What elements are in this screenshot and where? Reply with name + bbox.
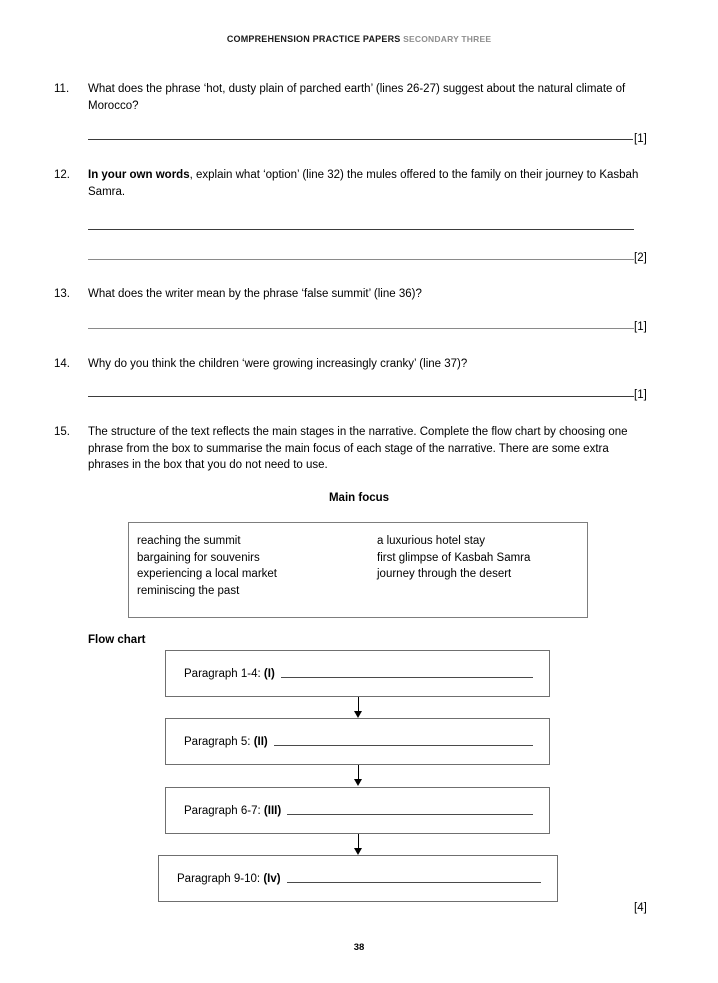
flow-chart-label: Flow chart: [88, 634, 146, 646]
question-14-body: Why do you think the children ‘were growing increasingly cranky’ (line 37)?: [88, 358, 468, 370]
question-12-text: [88, 167, 654, 200]
phrase-option[interactable]: first glimpse of Kasbah Samra: [377, 551, 531, 564]
flow-chart-box-1: [165, 650, 550, 697]
flow-box-4-prefix: Paragraph 9-10:: [177, 872, 264, 885]
flow-box-3-content: [184, 803, 533, 819]
question-12-number: 12.: [54, 169, 70, 181]
flow-box-3-label: [184, 803, 281, 819]
flow-box-3-answer-rule[interactable]: [287, 814, 533, 815]
answer-line-q12-a[interactable]: [88, 229, 634, 230]
flow-box-2-content: [184, 734, 533, 750]
phrase-option[interactable]: bargaining for souvenirs: [137, 551, 260, 564]
flow-box-1-marker: (I): [263, 667, 275, 680]
question-14-number: 14.: [54, 358, 70, 370]
phrase-column-left: [137, 533, 277, 599]
flow-box-4-answer-rule[interactable]: [287, 882, 541, 883]
flow-box-1-prefix: Paragraph 1-4:: [184, 667, 264, 680]
flow-chart-box-2: [165, 718, 550, 765]
flow-box-2-label: [184, 734, 268, 750]
answer-line-q14[interactable]: [88, 396, 634, 397]
phrase-option[interactable]: a luxurious hotel stay: [377, 535, 486, 547]
question-12-bold-lead: In your own words: [88, 169, 190, 181]
question-14: [54, 356, 654, 373]
page-number: 38: [353, 942, 365, 953]
main-focus-heading: Main focus: [328, 492, 390, 504]
mark-q11: [1]: [634, 133, 647, 145]
flow-box-2-answer-rule[interactable]: [274, 745, 533, 746]
answer-line-q12-b[interactable]: [88, 259, 634, 260]
phrase-option[interactable]: experiencing a local market: [137, 568, 277, 580]
phrase-option[interactable]: journey through the desert: [377, 568, 512, 580]
question-13: [54, 286, 654, 303]
flow-arrow-1-to-2: [358, 697, 359, 711]
flow-arrow-2-to-3: [358, 765, 359, 779]
mark-q12: [2]: [634, 252, 647, 264]
mark-q14: [1]: [634, 389, 647, 401]
mark-q15: [4]: [634, 902, 647, 914]
flow-box-2-prefix: Paragraph 5:: [184, 735, 254, 748]
question-14-text: [88, 356, 654, 373]
phrase-options-box: [128, 522, 588, 618]
phrase-column-right: [377, 533, 530, 583]
flow-box-1-label: [184, 666, 275, 682]
question-13-number: 13.: [54, 288, 70, 300]
question-15-text: [88, 424, 644, 474]
header-main-title: COMPREHENSION PRACTICE PAPERS: [226, 34, 401, 44]
flow-box-4-content: [177, 871, 541, 887]
question-11-body: What does the phrase ‘hot, dusty plain of parched earth’ (lines 26-27) suggest about the natural climate of Morocco?: [88, 83, 626, 112]
question-15: [54, 424, 644, 474]
question-15-body: The structure of the text reflects the main stages in the narrative. Complete the flow chart by choosing one phrase from the box to summarise the main focus of each stage of the narrative. There are some extra phrases in the box that you do not need to use.: [88, 426, 628, 471]
page-running-header: [0, 33, 718, 45]
flow-box-3-prefix: Paragraph 6-7:: [184, 804, 264, 817]
flow-box-3-marker: (III): [263, 804, 282, 817]
flow-box-1-answer-rule[interactable]: [281, 677, 533, 678]
question-11-number: 11.: [54, 83, 70, 95]
question-12: [54, 167, 654, 200]
flow-chart-box-3: [165, 787, 550, 834]
question-15-number: 15.: [54, 426, 70, 438]
answer-line-q11[interactable]: [88, 139, 633, 140]
flow-box-2-marker: (II): [253, 735, 268, 748]
phrase-option[interactable]: reaching the summit: [137, 535, 241, 547]
question-13-text: [88, 286, 654, 303]
answer-line-q13[interactable]: [88, 328, 634, 329]
flow-chart-box-4: [158, 855, 558, 902]
question-13-body: What does the writer mean by the phrase ‘false summit’ (line 36)?: [88, 288, 422, 300]
header-subtitle: SECONDARY THREE: [403, 34, 492, 44]
question-11-text: [88, 81, 654, 114]
flow-box-4-marker: (Iv): [263, 872, 281, 885]
flow-arrow-3-to-4: [358, 834, 359, 848]
question-12-body: , explain what ‘option’ (line 32) the mules offered to the family on their journey to Kasbah Samra.: [88, 169, 639, 198]
question-11: [54, 81, 654, 114]
flow-box-4-label: [177, 871, 281, 887]
phrase-option[interactable]: reminiscing the past: [137, 584, 240, 597]
mark-q13: [1]: [634, 321, 647, 333]
flow-box-1-content: [184, 666, 533, 682]
